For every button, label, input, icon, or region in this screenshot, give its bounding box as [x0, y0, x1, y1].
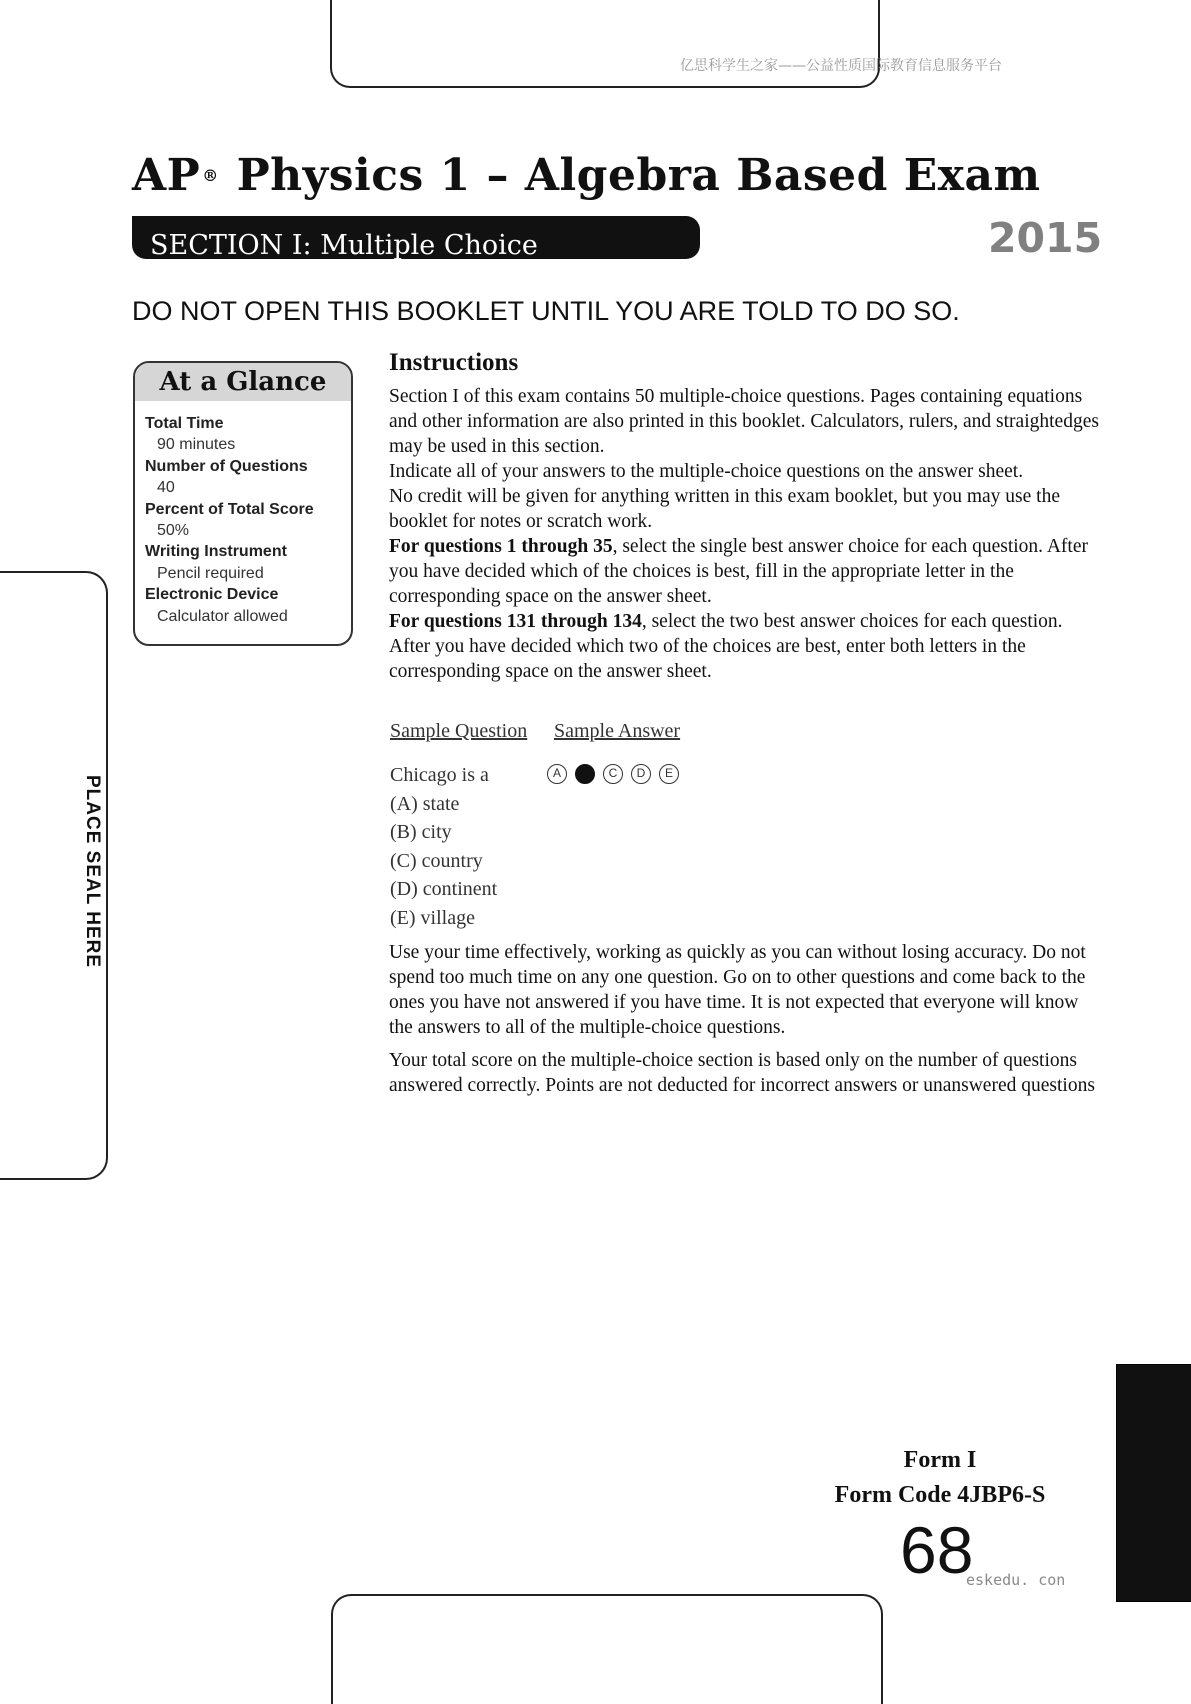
glance-value: Calculator allowed	[157, 607, 288, 625]
sample-option: (B) city	[390, 821, 452, 844]
instructions-heading: Instructions	[389, 349, 519, 376]
form-label: Form I	[903, 1447, 977, 1473]
instructions-text: , select the single best answer choice for each question. After you have decided which of the choices is best, fill in the appropriate letter in the corresponding space on the answer sheet.	[389, 536, 1088, 607]
instructions-paragraph: Indicate all of your answers to the multiple-choice questions on the answer sheet.	[389, 461, 1024, 482]
answer-bubble-b-filled	[575, 764, 595, 784]
answer-bubble-a: A	[547, 764, 567, 784]
sample-option: (C) country	[390, 849, 483, 872]
watermark-bottom: eskedu. con	[966, 1571, 1066, 1589]
place-seal-label: PLACE SEAL HERE	[82, 775, 103, 969]
sample-option: (A) state	[390, 792, 460, 815]
time-paragraph: Use your time effectively, working as quickly as you can without losing accuracy. Do not spend too much time on any one question. Go on to other questions and come back to the ones you have not answered if you have time. It is not expected that everyone will know the answers to all of the multiple-choice questions.	[389, 942, 1086, 1038]
answer-bubble-d: D	[631, 764, 651, 784]
instructions-paragraph	[389, 609, 1099, 684]
sample-question	[390, 761, 497, 933]
sample-option: (D) continent	[390, 878, 498, 901]
sample-stem: Chicago is a	[390, 764, 489, 786]
glance-heading: At a Glance	[135, 363, 351, 401]
glance-value: 50%	[157, 522, 190, 540]
at-a-glance-box	[133, 361, 353, 646]
question-range: For questions 131 through 134	[389, 611, 642, 632]
instructions-paragraph: No credit will be given for anything written in this exam booklet, but you may use the booklet for notes or scratch work.	[389, 486, 1060, 532]
instructions-paragraph: Section I of this exam contains 50 multiple-choice questions. Pages containing equations and other information are also printed in this booklet. Calculators, rulers, and straightedges may be used in this section.	[389, 386, 1099, 457]
watermark-top: 亿思科学生之家——公益性质国际教育信息服务平台	[680, 58, 1002, 74]
sample-question-heading: Sample Question	[390, 720, 528, 742]
instructions-body	[389, 384, 1099, 684]
glance-label: Writing Instrument	[145, 543, 287, 561]
section-banner	[132, 216, 700, 259]
page-number: 68	[900, 1513, 974, 1587]
instructions-text: , select the two best answer choices for each question. After you have decided which two of the choices are best, enter both letters in the corresponding space on the answer sheet.	[389, 611, 1063, 682]
glance-label: Number of Questions	[145, 457, 308, 475]
sample-answer-bubbles	[547, 764, 679, 784]
title-ap: AP	[132, 150, 201, 201]
registered-mark: ®	[202, 166, 219, 185]
score-paragraph: Your total score on the multiple-choice section is based only on the number of questions answered correctly. Points are not deducted for incorrect answers or unanswered questions	[389, 1050, 1095, 1096]
form-code: Form Code 4JBP6-S	[834, 1482, 1046, 1508]
glance-label: Percent of Total Score	[145, 500, 314, 518]
glance-label: Total Time	[145, 415, 224, 432]
glance-value: Pencil required	[157, 564, 264, 582]
instructions-paragraph	[389, 534, 1099, 609]
sample-option: (E) village	[390, 906, 475, 929]
do-not-open-warning: DO NOT OPEN THIS BOOKLET UNTIL YOU ARE TOLD TO DO SO.	[132, 296, 960, 326]
sample-answer-heading: Sample Answer	[554, 720, 681, 742]
answer-bubble-c: C	[603, 764, 623, 784]
answer-bubble-e: E	[659, 764, 679, 784]
glance-value: 90 minutes	[157, 436, 236, 454]
glance-label: Electronic Device	[145, 586, 279, 604]
title-main: Physics 1 – Algebra Based Exam	[236, 150, 1041, 201]
bottom-frame-outline	[331, 1594, 883, 1704]
exam-title	[132, 150, 1041, 201]
glance-value: 40	[157, 479, 175, 497]
section-label: SECTION I: Multiple Choice	[150, 230, 538, 259]
exam-year: 2015	[988, 214, 1103, 262]
glance-list	[135, 401, 351, 627]
black-edge-tab	[1116, 1364, 1191, 1602]
question-range: For questions 1 through 35	[389, 536, 613, 557]
